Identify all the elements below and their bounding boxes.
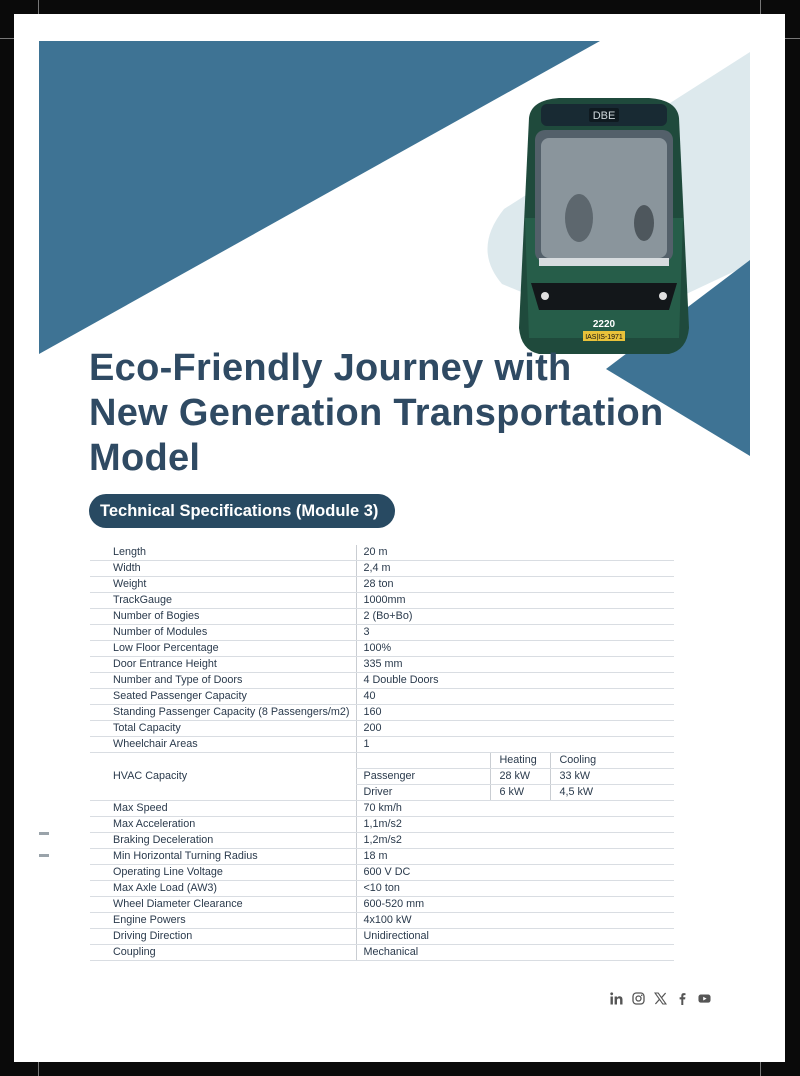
spec-label: Operating Line Voltage — [90, 865, 356, 881]
spec-label: Wheelchair Areas — [90, 737, 356, 753]
page-title — [89, 346, 689, 481]
tram-number: 2220 — [592, 319, 616, 330]
spec-value: 200 — [356, 721, 674, 737]
social-links — [610, 990, 711, 1006]
spec-label: Max Acceleration — [90, 817, 356, 833]
hvac-label: HVAC Capacity — [90, 753, 356, 801]
table-row — [90, 609, 674, 625]
title-line: Eco-Friendly Journey with — [89, 347, 572, 389]
table-row — [90, 833, 674, 849]
spec-value: 1000mm — [356, 593, 674, 609]
spec-value: 4 Double Doors — [356, 673, 674, 689]
crop-mark — [0, 38, 14, 39]
spec-label: Max Axle Load (AW3) — [90, 881, 356, 897]
section-title-badge: Technical Specifications (Module 3) — [89, 494, 395, 528]
tram-plate: IAS|IS-1971 — [585, 334, 623, 341]
spec-value: 4x100 kW — [356, 913, 674, 929]
spec-label: Braking Deceleration — [90, 833, 356, 849]
spec-value: 18 m — [356, 849, 674, 865]
spec-value: 40 — [356, 689, 674, 705]
youtube-icon[interactable] — [698, 992, 711, 1005]
table-row — [90, 929, 674, 945]
spec-label: Standing Passenger Capacity (8 Passengers/m2) — [90, 705, 356, 721]
spec-value: Mechanical — [356, 945, 674, 961]
table-row — [90, 721, 674, 737]
title-line: New Generation Transportation — [89, 392, 664, 434]
table-row — [90, 593, 674, 609]
spec-value: 160 — [356, 705, 674, 721]
hvac-row-name: Driver — [356, 785, 490, 801]
spec-value: 1,1m/s2 — [356, 817, 674, 833]
spec-value: 600 V DC — [356, 865, 674, 881]
hero-blue-triangle — [39, 41, 600, 354]
spec-value: 28 ton — [356, 577, 674, 593]
hvac-heating-value: 6 kW — [490, 785, 550, 801]
linkedin-icon[interactable] — [610, 992, 623, 1005]
title-line: Model — [89, 437, 201, 479]
spec-value: Unidirectional — [356, 929, 674, 945]
table-row — [90, 865, 674, 881]
table-row — [90, 705, 674, 721]
spec-label: Low Floor Percentage — [90, 641, 356, 657]
spec-label: Door Entrance Height — [90, 657, 356, 673]
spec-label: Length — [90, 545, 356, 561]
tram-photo — [519, 98, 689, 360]
spec-label: Number and Type of Doors — [90, 673, 356, 689]
spec-label: Driving Direction — [90, 929, 356, 945]
spec-label: Engine Powers — [90, 913, 356, 929]
table-row — [90, 577, 674, 593]
spec-label: Number of Bogies — [90, 609, 356, 625]
spec-value: 1,2m/s2 — [356, 833, 674, 849]
table-row — [90, 817, 674, 833]
spec-value: 70 km/h — [356, 801, 674, 817]
spec-value: 600-520 mm — [356, 897, 674, 913]
spec-label: Width — [90, 561, 356, 577]
hvac-cooling-header: Cooling — [550, 753, 674, 769]
spec-label: TrackGauge — [90, 593, 356, 609]
hvac-header-row — [90, 753, 674, 769]
hvac-empty-cell — [356, 753, 490, 769]
spec-value: <10 ton — [356, 881, 674, 897]
tram-destination-display: DBE — [592, 110, 616, 122]
spec-label: Wheel Diameter Clearance — [90, 897, 356, 913]
table-row — [90, 801, 674, 817]
spec-value: 2 (Bo+Bo) — [356, 609, 674, 625]
brochure-page — [14, 14, 785, 1062]
table-row — [90, 641, 674, 657]
spec-label: Min Horizontal Turning Radius — [90, 849, 356, 865]
table-row — [90, 673, 674, 689]
table-row — [90, 849, 674, 865]
spec-label: Seated Passenger Capacity — [90, 689, 356, 705]
hvac-row-name: Passenger — [356, 769, 490, 785]
hvac-heating-value: 28 kW — [490, 769, 550, 785]
hvac-cooling-value: 4,5 kW — [550, 785, 674, 801]
spec-value: 20 m — [356, 545, 674, 561]
x-icon[interactable] — [654, 992, 667, 1005]
spec-value: 335 mm — [356, 657, 674, 673]
table-row — [90, 657, 674, 673]
hvac-cooling-value: 33 kW — [550, 769, 674, 785]
spec-label: Total Capacity — [90, 721, 356, 737]
spec-value: 2,4 m — [356, 561, 674, 577]
table-row — [90, 561, 674, 577]
side-marks — [38, 832, 50, 858]
table-row — [90, 737, 674, 753]
table-row — [90, 625, 674, 641]
spec-label: Weight — [90, 577, 356, 593]
spec-value: 100% — [356, 641, 674, 657]
table-row — [90, 913, 674, 929]
crop-mark — [785, 38, 800, 39]
table-row — [90, 881, 674, 897]
spec-table — [90, 545, 674, 961]
instagram-icon[interactable] — [632, 992, 645, 1005]
spec-label: Coupling — [90, 945, 356, 961]
hvac-heating-header: Heating — [490, 753, 550, 769]
spec-label: Max Speed — [90, 801, 356, 817]
spec-value: 1 — [356, 737, 674, 753]
table-row — [90, 545, 674, 561]
table-row — [90, 689, 674, 705]
table-row — [90, 897, 674, 913]
spec-label: Number of Modules — [90, 625, 356, 641]
table-row — [90, 945, 674, 961]
facebook-icon[interactable] — [676, 992, 689, 1005]
spec-value: 3 — [356, 625, 674, 641]
